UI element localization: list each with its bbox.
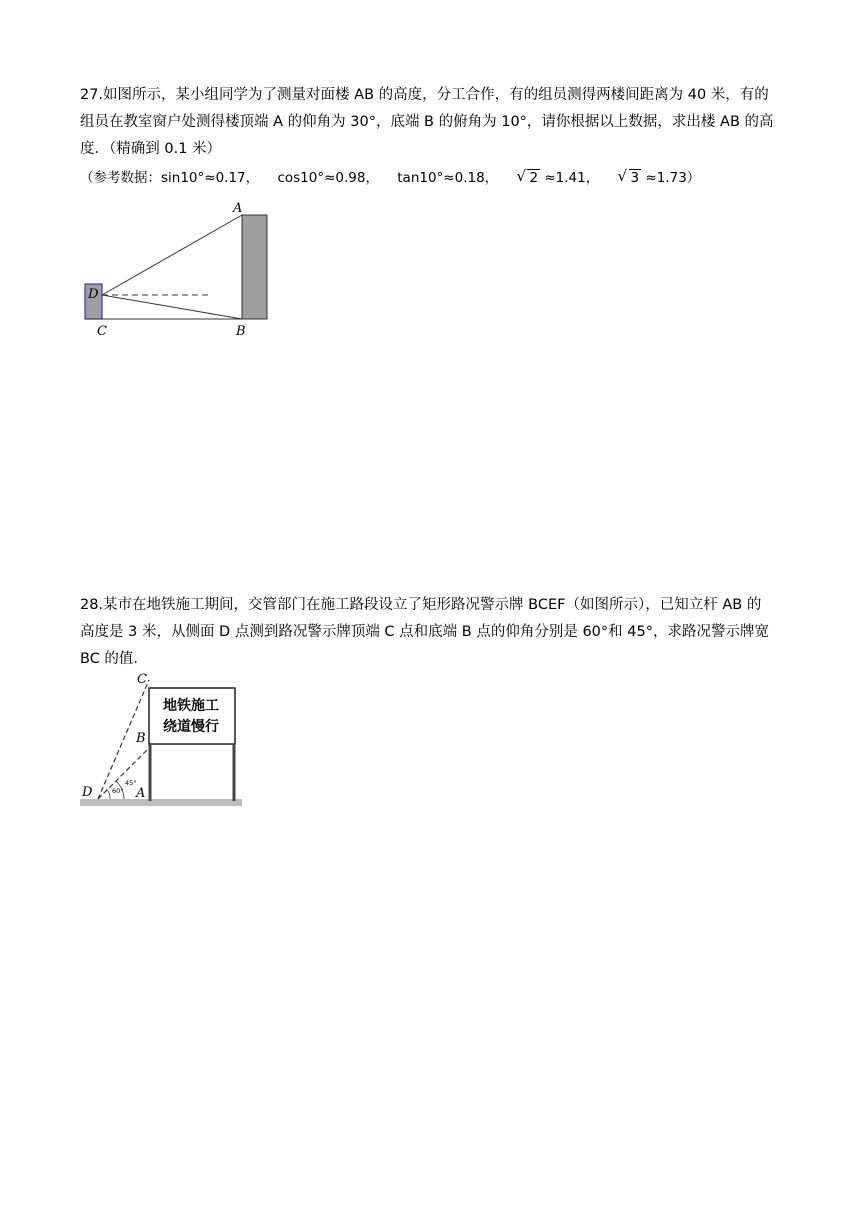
warning-sign [149,688,235,744]
building-ab [242,215,267,319]
reference-sqrt3-value: ≈1.73） [645,170,701,186]
sight-line-da [102,215,242,295]
question-27-line-1: 27.如图所示，某小组同学为了测量对面楼 AB 的高度，分工合作，有的组员测得两楼间距离为 40 米，有的 [80,87,769,103]
label-c: C [97,324,107,339]
sqrt-2: √ 2 [516,167,539,186]
label-a: A [136,786,146,801]
sqrt-3: √ 3 [617,167,640,186]
reference-sin: （参考数据：sin10°≈0.17， [80,170,260,186]
figure-27 [80,196,280,346]
label-b: B [136,731,146,746]
angle-60-label: 60° [112,787,124,795]
label-a: A [233,201,243,216]
question-28 [80,592,780,673]
ground [80,799,242,806]
question-28-line-3: BC 的值． [80,651,148,667]
sight-line-db [102,295,242,319]
question-27-line-3: 度．（精确到 0.1 米） [80,141,222,157]
label-c: C [137,672,147,687]
label-d: D [82,785,93,800]
reference-sqrt2-value: ≈1.41， [544,170,600,186]
label-d: D [88,287,99,302]
figure-28 [80,668,250,813]
reference-data [80,166,700,190]
sign-text-line-1: 地铁施工 [163,698,219,714]
question-27 [80,82,780,163]
sign-text-line-2: 绕道慢行 [163,719,219,735]
reference-tan: tan10°≈0.18， [397,170,499,186]
question-27-line-2: 组员在教室窗户处测得楼顶端 A 的仰角为 30°，底端 B 的俯角为 10°，请你根据以上数据，求出楼 AB 的高 [80,114,774,130]
question-28-line-2: 高度是 3 米，从侧面 D 点测到路况警示牌顶端 C 点和底端 B 点的仰角分别是 60°和 45°，求路况警示牌宽 [80,624,769,640]
reference-cos: cos10°≈0.98， [277,170,379,186]
question-28-line-1: 28.某市在地铁施工期间，交管部门在施工路段设立了矩形路况警示牌 BCEF（如图所示），已知立杆 AB 的 [80,597,762,613]
label-b: B [236,324,246,339]
angle-45-label: 45° [125,779,137,787]
